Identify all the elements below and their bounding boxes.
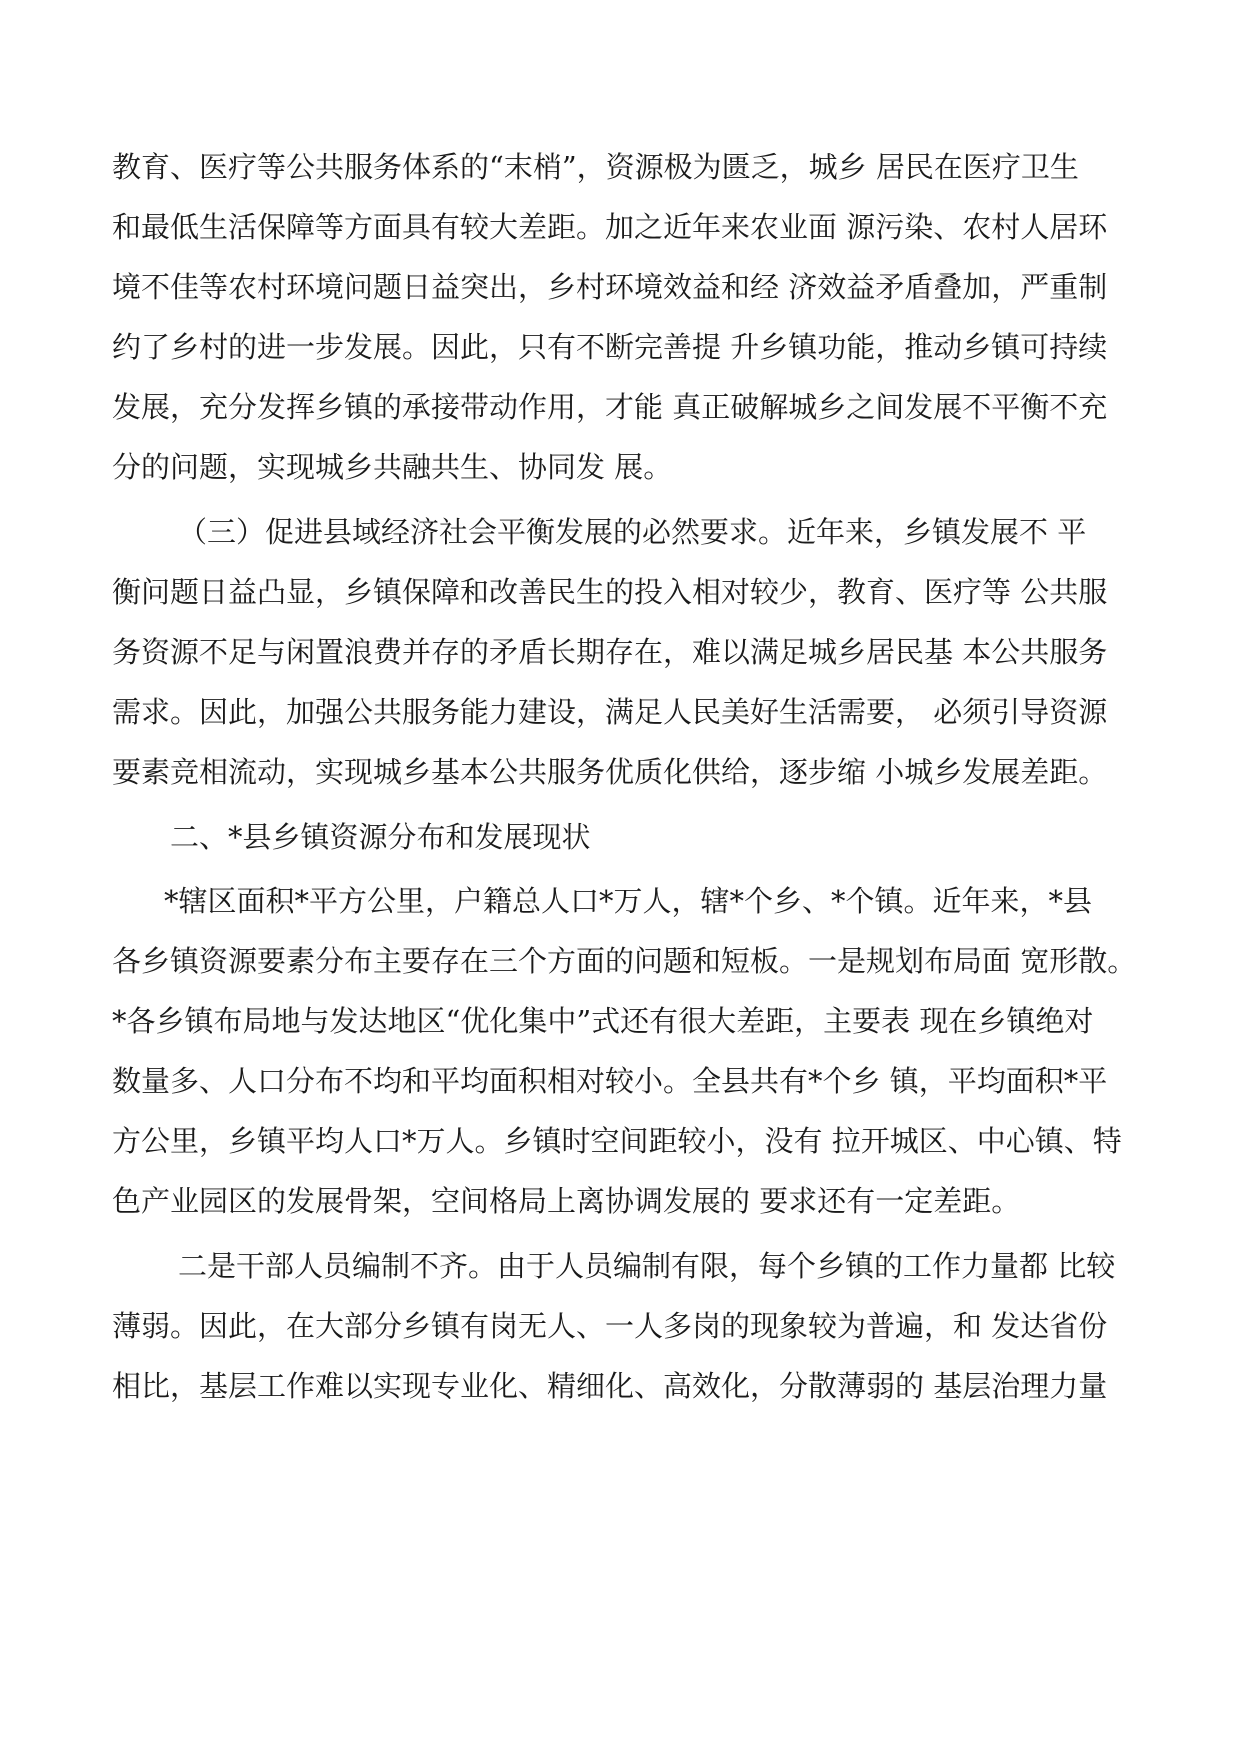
text-line: 二是干部人员编制不齐。由于人员编制有限，每个乡镇的工作力量都 比较 — [178, 1249, 1116, 1283]
text-line: 薄弱。因此，在大部分乡镇有岗无人、一人多岗的现象较为普遍，和 发达省份 — [112, 1309, 1108, 1343]
text-line: 境不佳等农村环境问题日益突出，乡村环境效益和经 济效益矛盾叠加，严重制 — [112, 270, 1108, 304]
text-line: 约了乡村的进一步发展。因此，只有不断完善提 升乡镇功能，推动乡镇可持续 — [112, 330, 1108, 364]
text-line: 相比，基层工作难以实现专业化、精细化、高效化，分散薄弱的 基层治理力量 — [112, 1369, 1108, 1403]
text-line: 务资源不足与闲置浪费并存的矛盾长期存在，难以满足城乡居民基 本公共服务 — [112, 635, 1108, 669]
text-line: 需求。因此，加强公共服务能力建设，满足人民美好生活需要， 必须引导资源 — [112, 695, 1108, 729]
text-line: 数量多、人口分布不均和平均面积相对较小。全县共有*个乡 镇，平均面积*平 — [112, 1064, 1108, 1098]
text-line: 发展，充分发挥乡镇的承接带动作用，才能 真正破解城乡之间发展不平衡不充 — [112, 390, 1108, 424]
text-line: 教育、医疗等公共服务体系的“末梢”，资源极为匮乏，城乡 居民在医疗卫生 — [112, 150, 1079, 184]
text-line: 要素竞相流动，实现城乡基本公共服务优质化供给，逐步缩 小城乡发展差距。 — [112, 755, 1108, 789]
text-line: 各乡镇资源要素分布主要存在三个方面的问题和短板。一是规划布局面 宽形散。 — [112, 944, 1137, 978]
text-line: 色产业园区的发展骨架，空间格局上离协调发展的 要求还有一定差距。 — [112, 1184, 1021, 1218]
text-line: 方公里，乡镇平均人口*万人。乡镇时空间距较小，没有 拉开城区、中心镇、特 — [112, 1124, 1122, 1158]
heading-text: 二、*县乡镇资源分布和发展现状 — [170, 820, 591, 854]
text-line: 和最低生活保障等方面具有较大差距。加之近年来农业面 源污染、农村人居环 — [112, 210, 1108, 244]
text-line: 分的问题，实现城乡共融共生、协同发 展。 — [112, 450, 673, 484]
text-line: （三）促进县域经济社会平衡发展的必然要求。近年来，乡镇发展不 平 — [178, 515, 1087, 549]
text-line: 衡问题日益凸显，乡镇保障和改善民生的投入相对较少，教育、医疗等 公共服 — [112, 575, 1108, 609]
text-line: *各乡镇布局地与发达地区“优化集中”式还有很大差距，主要表 现在乡镇绝对 — [112, 1004, 1094, 1038]
text-line: *辖区面积*平方公里，户籍总人口*万人，辖*个乡、*个镇。近年来，*县 — [164, 884, 1093, 918]
